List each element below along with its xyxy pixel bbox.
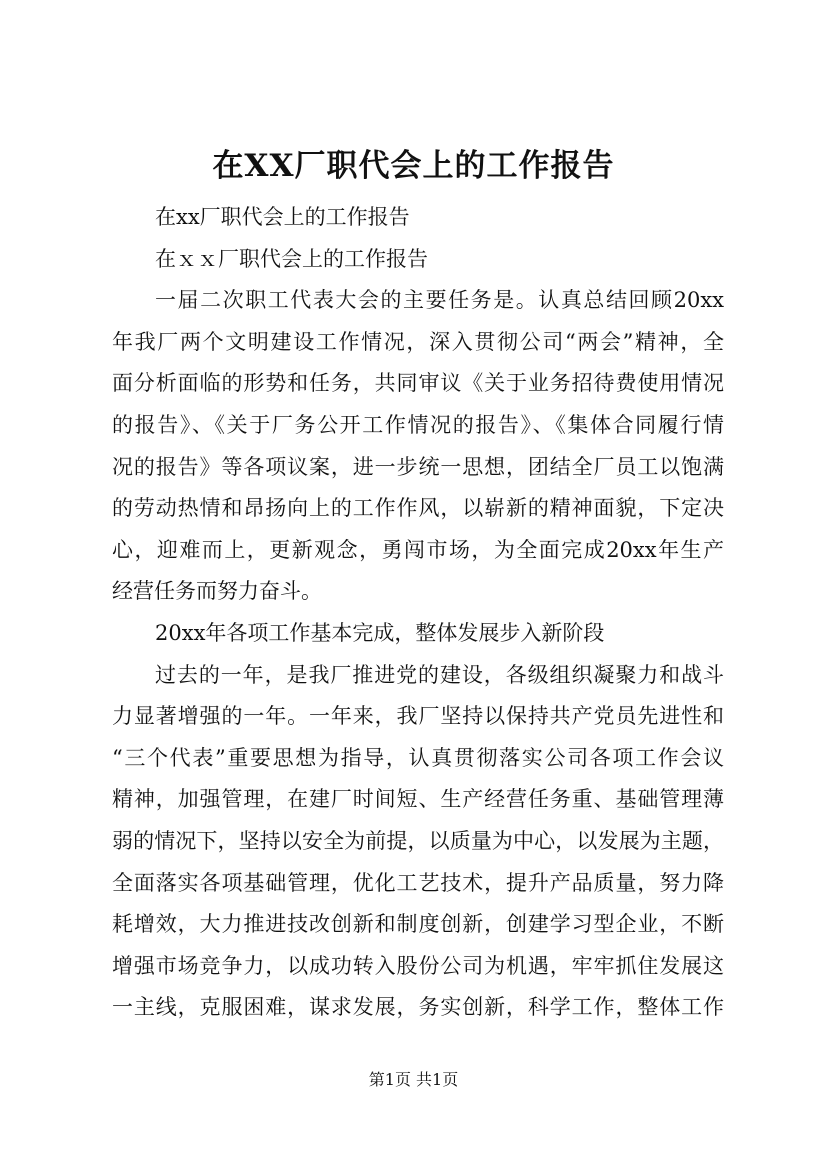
text-line: “三个代表”重要思想为指导，认真贯彻落实公司各项工作会议 <box>112 745 724 770</box>
text-line: 面分析面临的形势和任务，共同审议《关于业务招待费使用情况 <box>112 371 724 396</box>
text-line: 一届二次职工代表大会的主要任务是。认真总结回顾20xx <box>155 288 724 313</box>
text-line: 弱的情况下，坚持以安全为前提，以质量为中心，以发展为主题， <box>112 828 724 853</box>
page-footer: 第1页 共1页 <box>368 1070 459 1089</box>
text-line: 心，迎难而上，更新观念，勇闯市场，为全面完成20xx年生产 <box>112 537 724 562</box>
text-line: 精神，加强管理，在建厂时间短、生产经营任务重、基础管理薄 <box>112 787 724 812</box>
text-line: 全面落实各项基础管理，优化工艺技术，提升产品质量，努力降 <box>112 870 724 895</box>
text-line: 在xx厂职代会上的工作报告 <box>155 205 410 229</box>
page-title: 在XX厂职代会上的工作报告 <box>212 148 615 184</box>
text-line: 在ｘｘ厂职代会上的工作报告 <box>155 246 428 271</box>
text-line: 年我厂两个文明建设工作情况，深入贯彻公司“两会”精神，全 <box>112 329 724 354</box>
text-line: 增强市场竞争力，以成功转入股份公司为机遇，牢牢抓住发展这 <box>112 953 724 978</box>
text-line: 耗增效，大力推进技改创新和制度创新，创建学习型企业，不断 <box>112 912 724 937</box>
text-line: 力显著增强的一年。一年来，我厂坚持以保持共产党员先进性和 <box>112 704 724 729</box>
text-line: 过去的一年，是我厂推进党的建设，各级组织凝聚力和战斗 <box>155 662 724 687</box>
text-line: 况的报告》等各项议案，进一步统一思想，团结全厂员工以饱满 <box>112 454 724 479</box>
text-line: 20xx年各项工作基本完成，整体发展步入新阶段 <box>155 620 605 645</box>
text-line: 的劳动热情和昂扬向上的工作作风，以崭新的精神面貌，下定决 <box>112 496 724 521</box>
text-line: 一主线，克服困难，谋求发展，务实创新，科学工作，整体工作 <box>112 995 724 1020</box>
document-body <box>112 197 724 1029</box>
text-line: 经营任务而努力奋斗。 <box>112 579 322 604</box>
text-line: 的报告》、《关于厂务公开工作情况的报告》、《集体合同履行情 <box>112 412 724 437</box>
